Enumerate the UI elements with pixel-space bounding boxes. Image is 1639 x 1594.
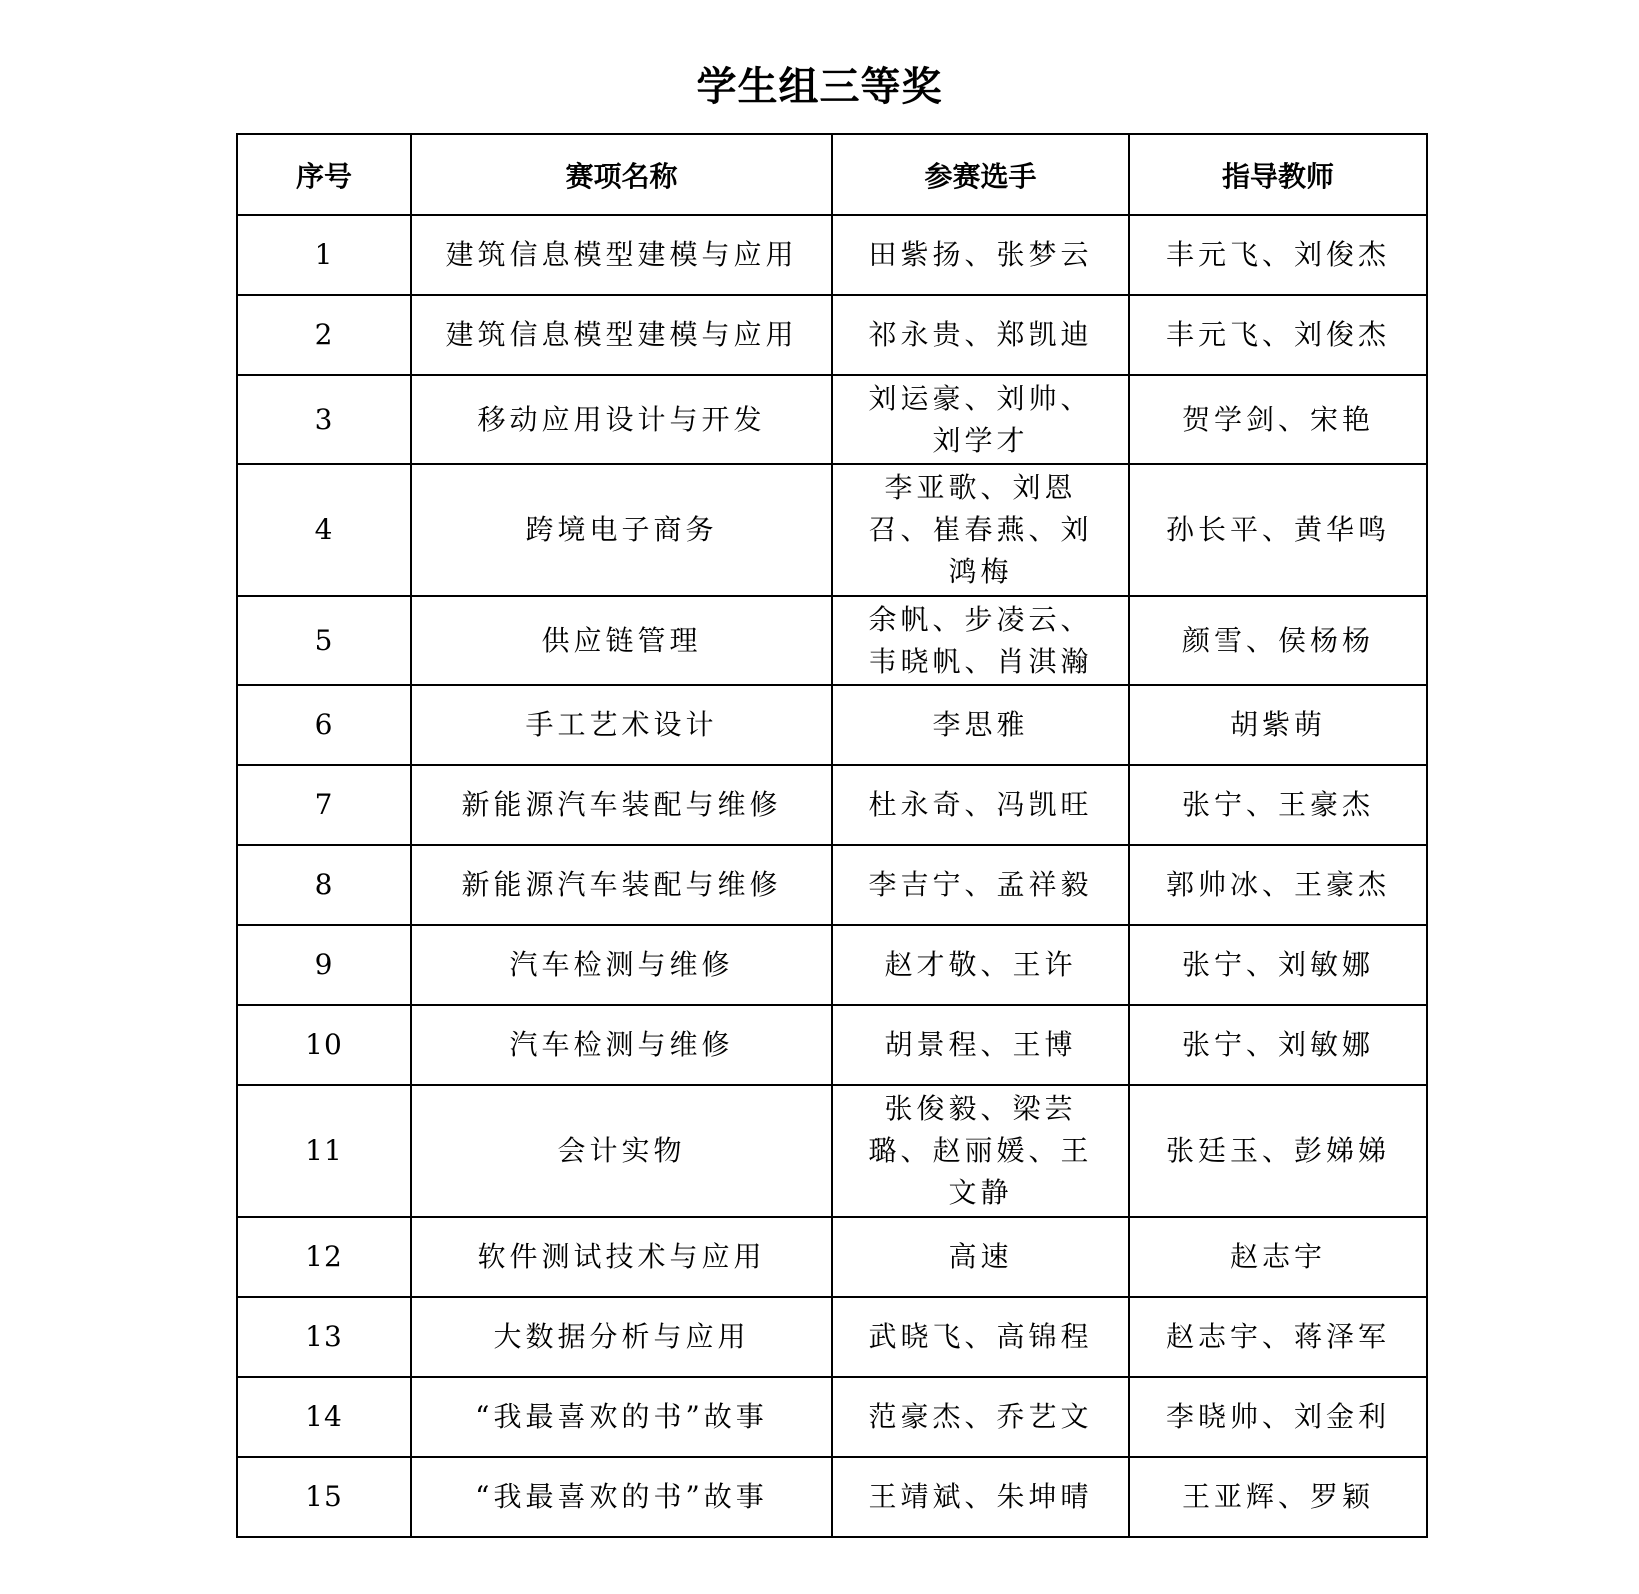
cell-event: 供应链管理 <box>411 596 832 685</box>
cell-players: 高速 <box>832 1217 1129 1297</box>
cell-event: 汽车检测与维修 <box>411 925 832 1005</box>
cell-index: 2 <box>237 295 411 375</box>
cell-index: 10 <box>237 1005 411 1085</box>
cell-index: 15 <box>237 1457 411 1537</box>
cell-index: 8 <box>237 845 411 925</box>
cell-event: 建筑信息模型建模与应用 <box>411 295 832 375</box>
cell-index: 5 <box>237 596 411 685</box>
cell-players: 田紫扬、张梦云 <box>832 215 1129 295</box>
award-table <box>236 133 1428 1538</box>
cell-event: “我最喜欢的书”故事 <box>411 1377 832 1457</box>
table-row <box>237 1297 1427 1377</box>
cell-index: 4 <box>237 464 411 596</box>
cell-players: 张俊毅、梁芸璐、赵丽媛、王文静 <box>832 1085 1129 1217</box>
cell-teachers: 丰元飞、刘俊杰 <box>1129 295 1427 375</box>
cell-teachers: 张廷玉、彭娣娣 <box>1129 1085 1427 1217</box>
cell-players: 李吉宁、孟祥毅 <box>832 845 1129 925</box>
table-row <box>237 685 1427 765</box>
table-row <box>237 1217 1427 1297</box>
cell-event: 跨境电子商务 <box>411 464 832 596</box>
cell-players: 武晓飞、高锦程 <box>832 1297 1129 1377</box>
cell-event: “我最喜欢的书”故事 <box>411 1457 832 1537</box>
cell-teachers: 赵志宇、蒋泽军 <box>1129 1297 1427 1377</box>
header-event: 赛项名称 <box>411 134 832 215</box>
cell-teachers: 张宁、刘敏娜 <box>1129 1005 1427 1085</box>
cell-event: 新能源汽车装配与维修 <box>411 765 832 845</box>
header-index: 序号 <box>237 134 411 215</box>
cell-event: 移动应用设计与开发 <box>411 375 832 464</box>
cell-teachers: 孙长平、黄华鸣 <box>1129 464 1427 596</box>
cell-index: 6 <box>237 685 411 765</box>
header-players: 参赛选手 <box>832 134 1129 215</box>
cell-players: 赵才敬、王许 <box>832 925 1129 1005</box>
cell-index: 3 <box>237 375 411 464</box>
cell-event: 软件测试技术与应用 <box>411 1217 832 1297</box>
cell-players: 李思雅 <box>832 685 1129 765</box>
cell-teachers: 张宁、刘敏娜 <box>1129 925 1427 1005</box>
cell-players: 刘运豪、刘帅、刘学才 <box>832 375 1129 464</box>
cell-players: 王靖斌、朱坤晴 <box>832 1457 1129 1537</box>
cell-players: 余帆、步凌云、韦晓帆、肖淇瀚 <box>832 596 1129 685</box>
cell-teachers: 张宁、王豪杰 <box>1129 765 1427 845</box>
table-row <box>237 596 1427 685</box>
cell-event: 会计实物 <box>411 1085 832 1217</box>
cell-index: 9 <box>237 925 411 1005</box>
header-teachers: 指导教师 <box>1129 134 1427 215</box>
table-row <box>237 845 1427 925</box>
cell-index: 7 <box>237 765 411 845</box>
table-header-row <box>237 134 1427 215</box>
cell-event: 建筑信息模型建模与应用 <box>411 215 832 295</box>
cell-teachers: 赵志宇 <box>1129 1217 1427 1297</box>
cell-teachers: 王亚辉、罗颖 <box>1129 1457 1427 1537</box>
table-row <box>237 925 1427 1005</box>
cell-index: 14 <box>237 1377 411 1457</box>
cell-index: 1 <box>237 215 411 295</box>
cell-event: 大数据分析与应用 <box>411 1297 832 1377</box>
cell-event: 新能源汽车装配与维修 <box>411 845 832 925</box>
table-row <box>237 1005 1427 1085</box>
cell-players: 杜永奇、冯凯旺 <box>832 765 1129 845</box>
table-row <box>237 765 1427 845</box>
cell-teachers: 郭帅冰、王豪杰 <box>1129 845 1427 925</box>
cell-teachers: 颜雪、侯杨杨 <box>1129 596 1427 685</box>
cell-players: 范豪杰、乔艺文 <box>832 1377 1129 1457</box>
table-row <box>237 375 1427 464</box>
cell-index: 11 <box>237 1085 411 1217</box>
table-row <box>237 1457 1427 1537</box>
cell-players: 李亚歌、刘恩召、崔春燕、刘鸿梅 <box>832 464 1129 596</box>
cell-teachers: 胡紫萌 <box>1129 685 1427 765</box>
table-row <box>237 215 1427 295</box>
table-row <box>237 295 1427 375</box>
cell-teachers: 李晓帅、刘金利 <box>1129 1377 1427 1457</box>
page-title: 学生组三等奖 <box>696 64 943 110</box>
table-row <box>237 1085 1427 1217</box>
cell-players: 胡景程、王博 <box>832 1005 1129 1085</box>
cell-event: 汽车检测与维修 <box>411 1005 832 1085</box>
cell-teachers: 丰元飞、刘俊杰 <box>1129 215 1427 295</box>
cell-index: 13 <box>237 1297 411 1377</box>
cell-players: 祁永贵、郑凯迪 <box>832 295 1129 375</box>
cell-teachers: 贺学剑、宋艳 <box>1129 375 1427 464</box>
table-row <box>237 1377 1427 1457</box>
cell-event: 手工艺术设计 <box>411 685 832 765</box>
table-row <box>237 464 1427 596</box>
cell-index: 12 <box>237 1217 411 1297</box>
